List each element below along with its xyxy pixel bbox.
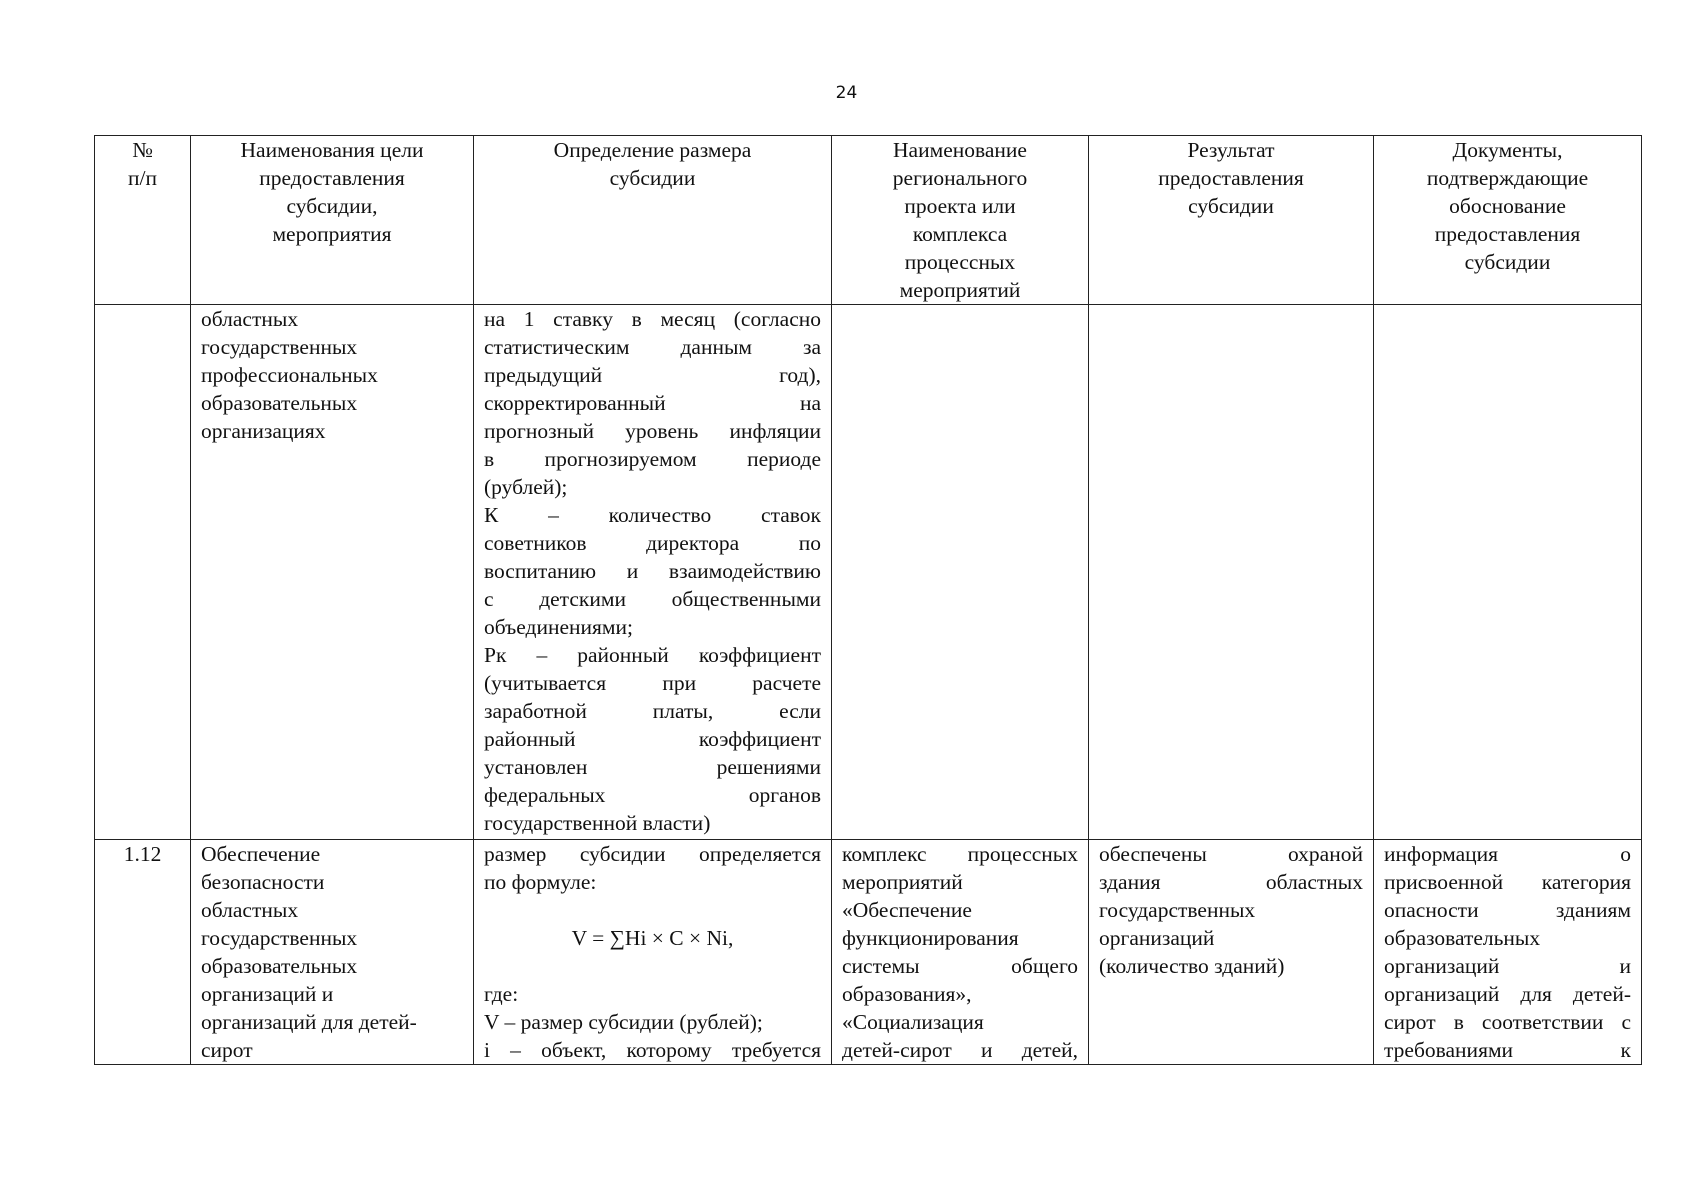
definition-line: по формуле: bbox=[484, 870, 597, 894]
text-line: воспитанию и взаимодействию bbox=[484, 559, 821, 583]
cell-documents bbox=[1374, 305, 1642, 840]
subsidy-formula: V = ∑Hi × C × Ni, bbox=[571, 926, 734, 950]
text-line: размер субсидии определяется bbox=[484, 842, 821, 866]
text-line: регионального bbox=[892, 166, 1028, 190]
cell-documents bbox=[1374, 840, 1642, 1065]
cell-result bbox=[1089, 305, 1374, 840]
text-line: безопасности bbox=[201, 870, 325, 894]
text-line: образовательных bbox=[201, 391, 358, 415]
text-line: установлен решениями bbox=[484, 755, 821, 779]
subsidy-table bbox=[94, 135, 1642, 1065]
text-line: прогнозный уровень инфляции bbox=[484, 419, 821, 443]
text-line: заработной платы, если bbox=[484, 699, 821, 723]
text-line: п/п bbox=[128, 166, 157, 190]
text-line: комплекса bbox=[912, 222, 1008, 246]
text-line: i – объект, которому требуется bbox=[484, 1038, 821, 1062]
text-line: субсидии bbox=[1464, 250, 1551, 274]
text-line: здания областных bbox=[1099, 870, 1363, 894]
text-line: детей-сирот и детей, bbox=[842, 1038, 1078, 1062]
header-purpose bbox=[191, 136, 474, 305]
page-number: 24 bbox=[835, 83, 858, 103]
definition-line: где: bbox=[484, 982, 519, 1006]
definition-line: государственной власти) bbox=[484, 811, 711, 835]
header-project bbox=[832, 136, 1089, 305]
text-line: государственных bbox=[1099, 898, 1256, 922]
text-line: присвоенной категория bbox=[1384, 870, 1631, 894]
text-line: образовательных bbox=[201, 954, 358, 978]
text-line: советников директора по bbox=[484, 531, 821, 555]
text-line: предыдущий год), bbox=[484, 363, 821, 387]
definition-line: объединениями; bbox=[484, 615, 634, 639]
text-line: организаций для детей- bbox=[1384, 982, 1631, 1006]
text-line: мероприятий bbox=[842, 870, 963, 894]
cell-result bbox=[1089, 840, 1374, 1065]
text-line: предоставления bbox=[1434, 222, 1581, 246]
text-line: субсидии bbox=[1188, 194, 1274, 218]
text-line: в прогнозируемом периоде bbox=[484, 447, 821, 471]
text-line: Наименование bbox=[893, 138, 1027, 162]
text-line: государственных bbox=[201, 926, 358, 950]
text-line: организаций и bbox=[201, 982, 334, 1006]
text-line: Рк – районный коэффициент bbox=[484, 643, 821, 667]
text-line: К – количество ставок bbox=[484, 503, 821, 527]
text-line: (количество зданий) bbox=[1099, 954, 1285, 978]
header-number bbox=[95, 136, 191, 305]
text-line: обеспечены охраной bbox=[1099, 842, 1363, 866]
text-line: образования», bbox=[842, 982, 972, 1006]
header-definition bbox=[474, 136, 832, 305]
text-line: государственных bbox=[201, 335, 358, 359]
text-line: комплекс процессных bbox=[842, 842, 1078, 866]
documents-line: образовательных bbox=[1384, 926, 1541, 950]
text-line: мероприятия bbox=[272, 222, 392, 246]
text-line: районный коэффициент bbox=[484, 727, 821, 751]
text-line: Определение размера bbox=[553, 138, 752, 162]
definition-line: V – размер субсидии (рублей); bbox=[484, 1010, 763, 1034]
text-line: областных bbox=[201, 898, 299, 922]
table-row bbox=[95, 305, 1642, 840]
header-result bbox=[1089, 136, 1374, 305]
text-line: сирот в соответствии с bbox=[1384, 1010, 1631, 1034]
text-line: опасности зданиям bbox=[1384, 898, 1631, 922]
text-line: мероприятий bbox=[899, 278, 1021, 302]
table-row bbox=[95, 840, 1642, 1065]
text-line: организациях bbox=[201, 419, 326, 443]
text-line: областных bbox=[201, 307, 299, 331]
text-line: обоснование bbox=[1449, 194, 1566, 218]
text-line: с детскими общественными bbox=[484, 587, 821, 611]
cell-definition bbox=[474, 305, 832, 840]
text-line: (учитывается при расчете bbox=[484, 671, 821, 695]
text-line: «Социализация bbox=[842, 1010, 984, 1034]
text-line: функционирования bbox=[842, 926, 1019, 950]
text-line: предоставления bbox=[259, 166, 405, 190]
text-line: требованиями к bbox=[1384, 1038, 1631, 1062]
cell-project bbox=[832, 840, 1089, 1065]
text-line: проекта или bbox=[904, 194, 1016, 218]
text-line: субсидии, bbox=[286, 194, 378, 218]
text-line: подтверждающие bbox=[1426, 166, 1589, 190]
text-line: предоставления bbox=[1158, 166, 1304, 190]
text-line: сирот bbox=[201, 1038, 253, 1062]
text-line: Результат bbox=[1187, 138, 1275, 162]
table-header-row bbox=[95, 136, 1642, 305]
text-line: скорректированный на bbox=[484, 391, 821, 415]
text-line: Наименования цели bbox=[240, 138, 424, 162]
text-line: организаций для детей- bbox=[201, 1010, 417, 1034]
text-line: субсидии bbox=[609, 166, 696, 190]
cell-definition bbox=[474, 840, 832, 1065]
text-line: системы общего bbox=[842, 954, 1078, 978]
text-line: статистическим данным за bbox=[484, 335, 821, 359]
text-line: на 1 ставку в месяц (согласно bbox=[484, 307, 821, 331]
cell-project bbox=[832, 305, 1089, 840]
header-documents bbox=[1374, 136, 1642, 305]
text-line: процессных bbox=[904, 250, 1016, 274]
text-line: информация о bbox=[1384, 842, 1631, 866]
text-line: Обеспечение bbox=[201, 842, 321, 866]
text-line: «Обеспечение bbox=[842, 898, 972, 922]
definition-line: (рублей); bbox=[484, 475, 568, 499]
cell-number bbox=[95, 305, 191, 840]
text-line: федеральных органов bbox=[484, 783, 821, 807]
text-line: профессиональных bbox=[201, 363, 378, 387]
cell-number: 1.12 bbox=[95, 840, 191, 1065]
text-line: № bbox=[132, 138, 153, 162]
cell-purpose bbox=[191, 840, 474, 1065]
text-line: Документы, bbox=[1452, 138, 1563, 162]
text-line: организаций bbox=[1099, 926, 1215, 950]
cell-purpose bbox=[191, 305, 474, 840]
text-line: организаций и bbox=[1384, 954, 1631, 978]
